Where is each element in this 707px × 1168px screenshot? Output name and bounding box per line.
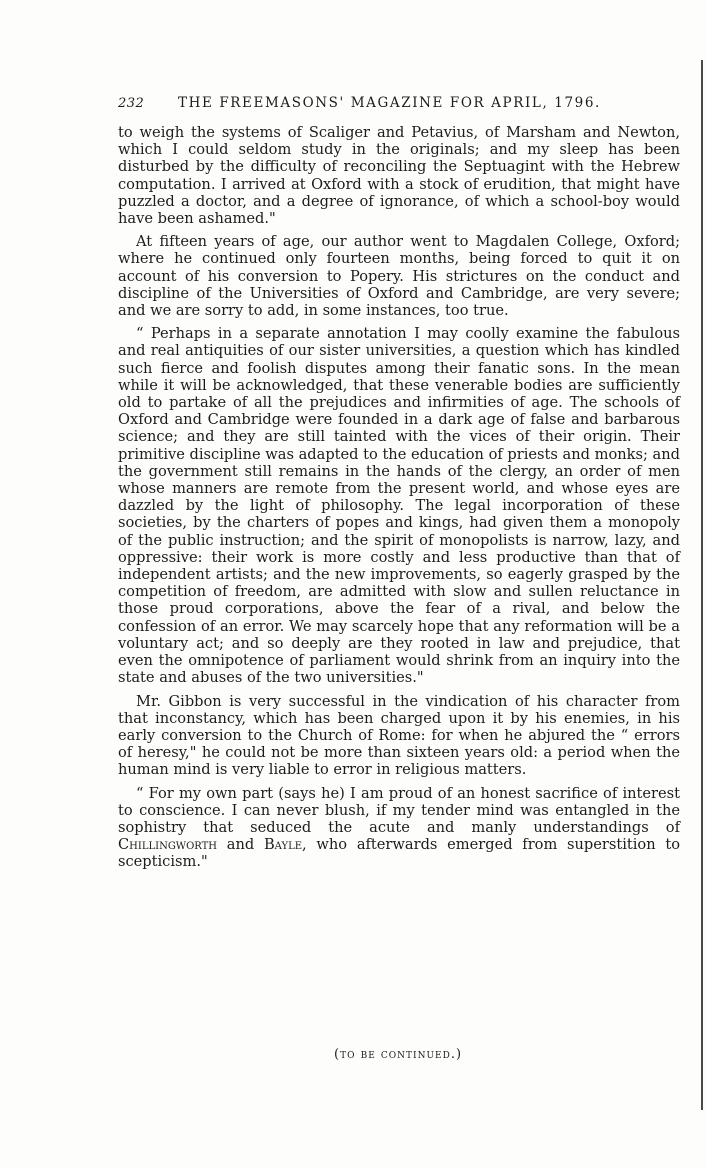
paragraph-3-quotation: “ Perhaps in a separate annotation I may coolly examine the fabulous and real antiquities of our sister universities, a question which has kindled such fierce and foolish disputes among their fanatic sons. In the mean while it will be acknowledged, that these venerable bodies are sufficiently old to partake of all the prejudices and infirmities of age. The schools of Oxford and Cambridge were founded in a dark age of false and barbarous science; and they are still tainted with the vices of their origin. Their primitive discipline was adapted to the education of priests and monks; and the government still remains in the hands of the clergy, an order of men whose manners are remote from the present world, and whose eyes are dazzled by the light of philosophy. The legal incorporation of these societies, by the charters of popes and kings, had given them a monopoly of the public instruction; and the spirit of monopolists is narrow, lazy, and oppressive: their work is more costly and less productive than that of independent artists; and the new improvements, so eagerly grasped by the competition of freedom, are admitted with slow and sullen reluctance in those proud corporations, above the fear of a rival, and below the confession of an error. We may scarcely hope that any reformation will be a voluntary act; and so deeply are they rooted in law and prejudice, that even the omnipotence of parliament would shrink from an inquiry into the state and abuses of the two universities."	[118, 325, 680, 687]
paragraph-4: Mr. Gibbon is very successful in the vindication of his character from that inconstancy, which has been charged upon it by his enemies, in his early conversion to the Church of Rome: for when he abjured the “ errors of heresy," he could not be more than sixteen years old: a period when the human mind is very liable to error in religious matters.	[118, 692, 680, 779]
name-chillingworth: Chillingworth	[118, 836, 218, 854]
final-paragraph-text-end: , who afterwards emerged from superstition to scepticism."	[118, 836, 680, 871]
page-number: 232	[118, 96, 145, 111]
paragraph-1: to weigh the systems of Scaliger and Petavius, of Marsham and Newton, which I could seldom study in the originals; and my sleep has been disturbed by the difficulty of reconciling the Septuagint with the Hebrew computation. I arrived at Oxford with a stock of erudition, that might have puzzled a doctor, and a degree of ignorance, of which a school-boy would have been ashamed."	[118, 124, 680, 228]
name-bayle: Bayle	[263, 836, 303, 854]
paragraph-5-quotation	[118, 785, 680, 871]
page-edge-rule	[701, 60, 703, 1110]
continued-label: (to be continued.)	[334, 1047, 463, 1062]
article-body	[118, 124, 680, 877]
to-be-continued	[334, 1047, 462, 1062]
final-paragraph-text-middle: and	[217, 836, 264, 854]
paragraph-2: At fifteen years of age, our author went to Magdalen College, Oxford; where he continued only fourteen months, being forced to quit it on account of his conversion to Popery. His strictures on the conduct and discipline of the Universities of Oxford and Cambridge, are very severe; and we are sorry to add, in some instances, too true.	[118, 233, 680, 320]
page-header	[118, 96, 678, 118]
running-title: THE FREEMASONS' MAGAZINE FOR APRIL, 1796.	[178, 95, 601, 111]
final-paragraph-text-start: “ For my own part (says he) I am proud of an honest sacrifice of interest to conscience. I can never blush, if my tender mind was entangled in the sophistry that seduced the acute and manly understandings of	[118, 784, 680, 836]
